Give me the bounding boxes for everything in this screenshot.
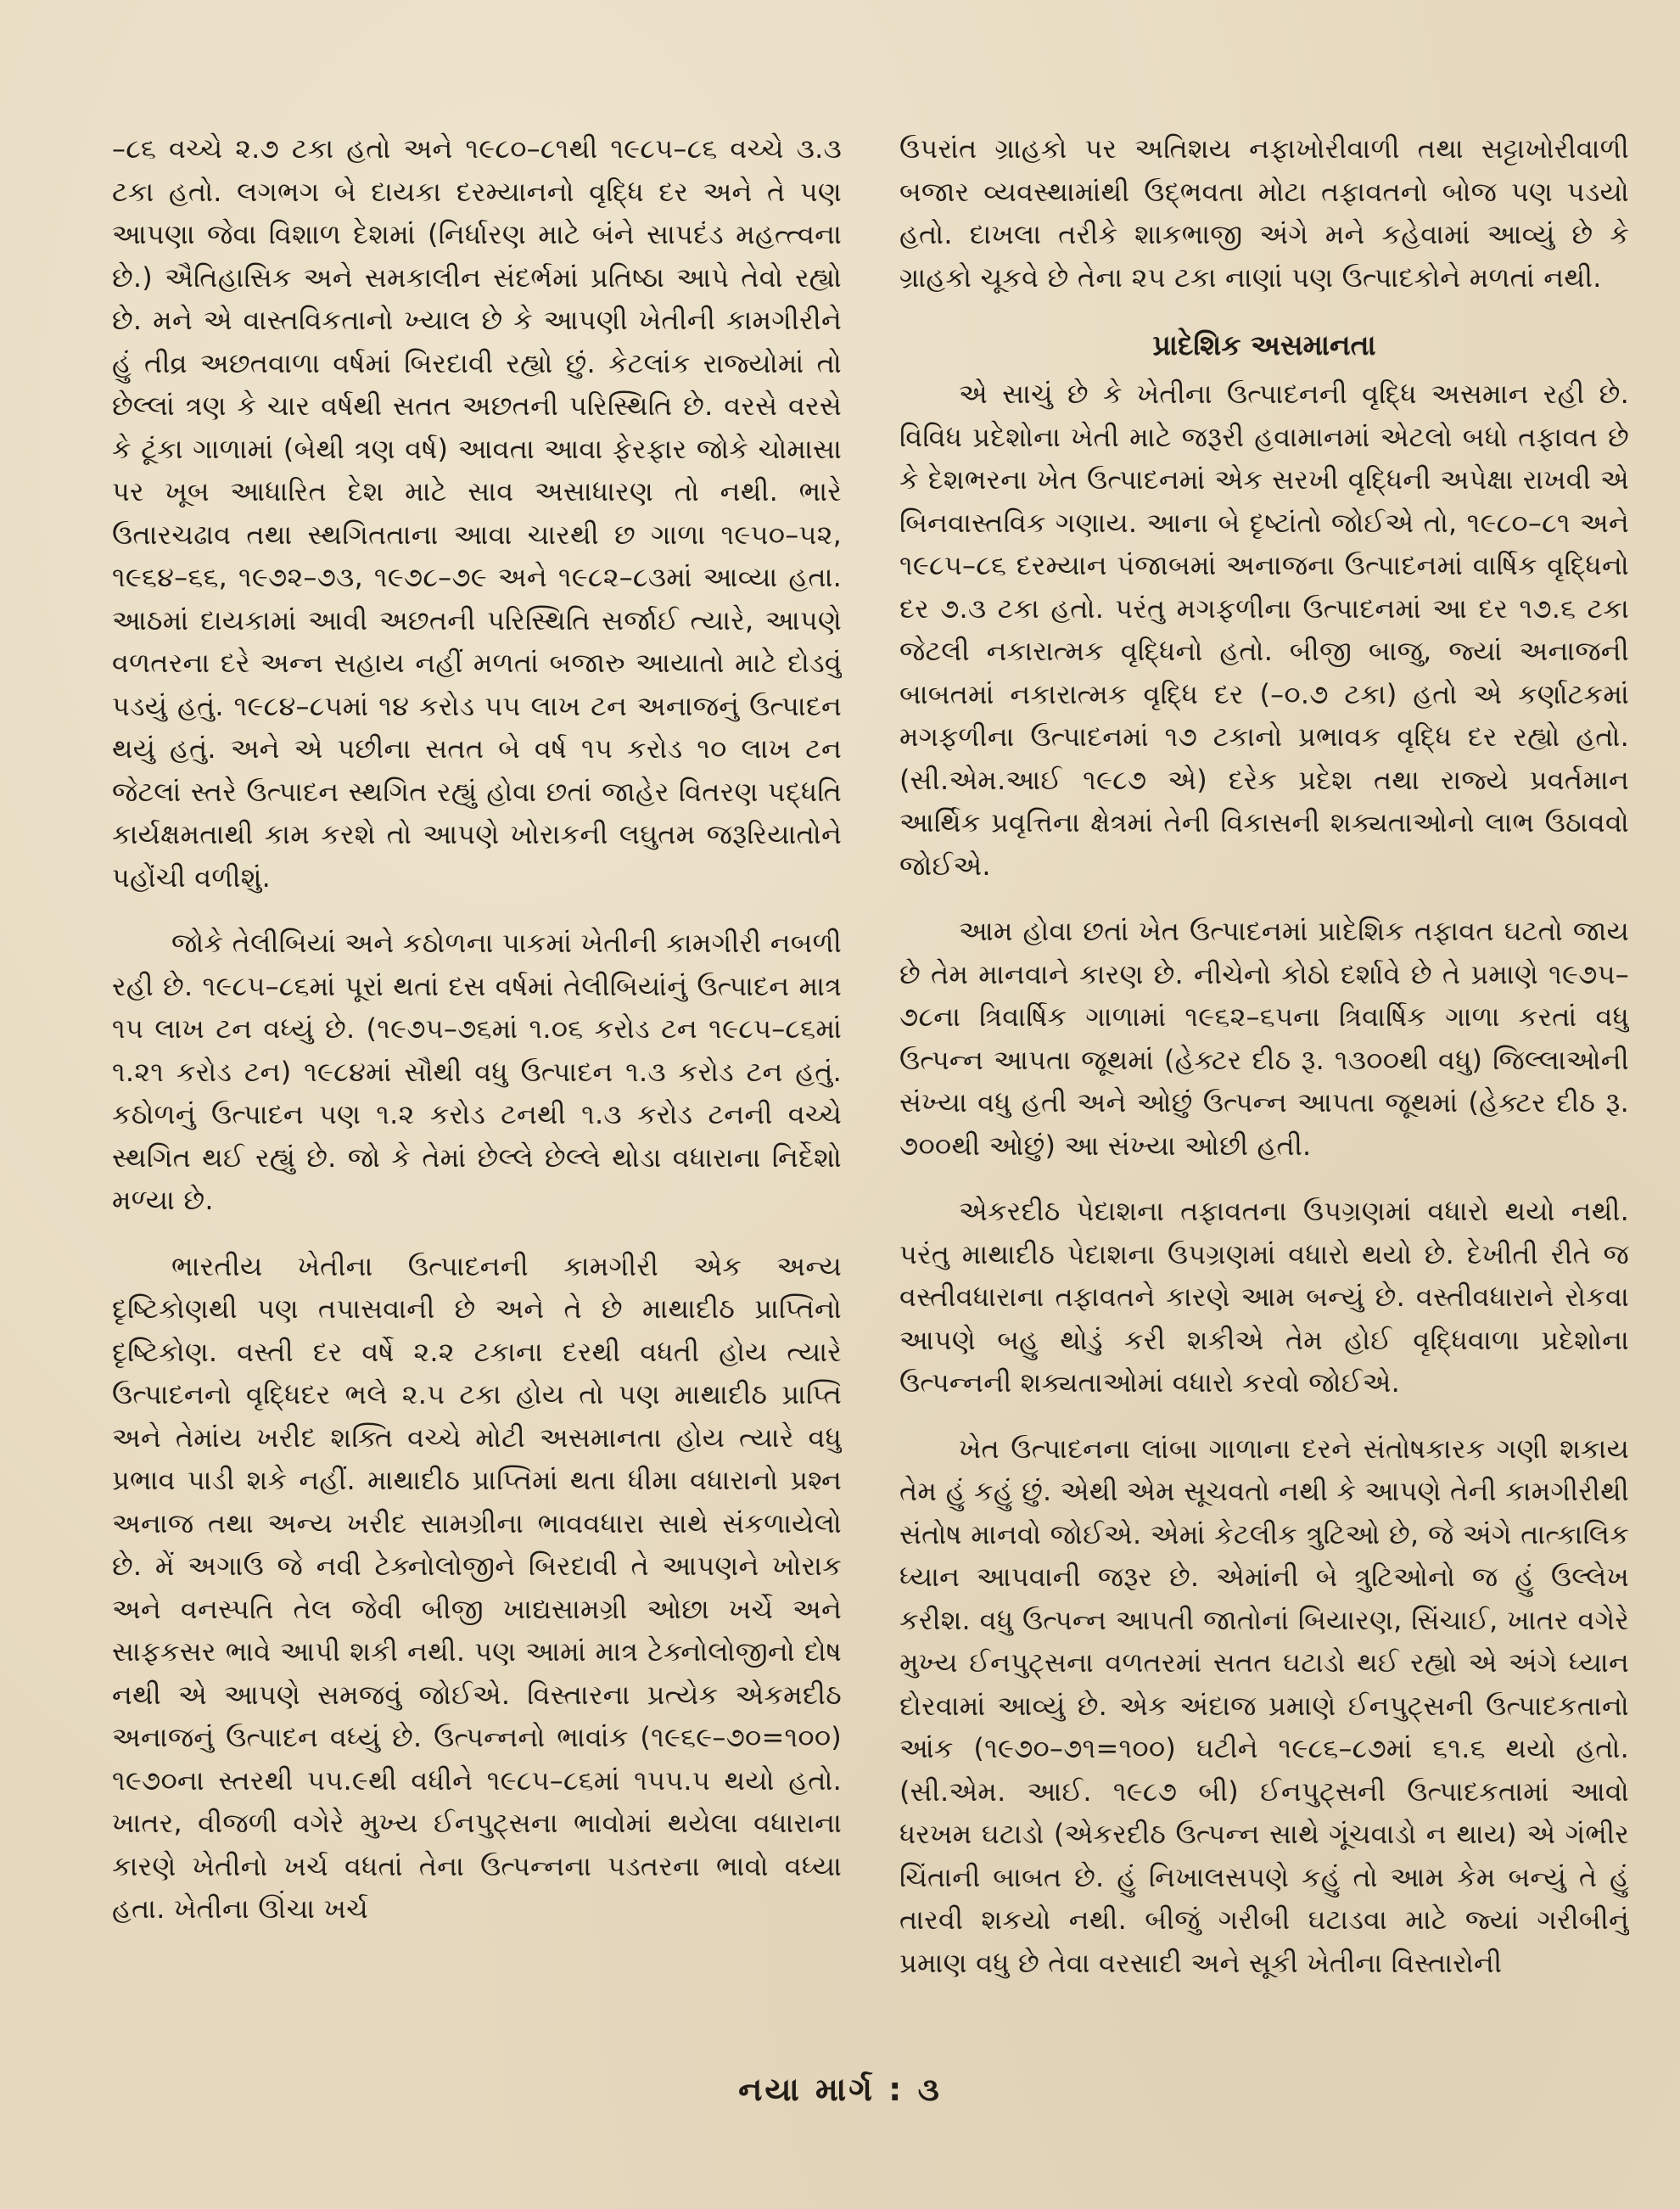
right-paragraph-4: ખેત ઉત્પાદનના લાંબા ગાળાના દરને સંતોષકારક ગણી શકાય તેમ હું કહું છું. એથી એમ સૂચવતો નથી કે આપણે તેની કામગીરીથી સંતોષ માનવો જોઈએ. એમાં કેટલીક ત્રુટિઓ છે, જે અંગે તાત્કાલિક ધ્યાન આપવાની જરૂર છે. એમાંની બે ત્રુટિઓનો જ હું ઉલ્લેખ કરીશ. વધુ ઉત્પન્ન આપતી જાતોનાં બિયારણ, સિંચાઈ, ખાતર વગેરે મુખ્ય ઈનપુટ્સના વળતરમાં સતત ઘટાડો થઈ રહ્યો એ અંગે ધ્યાન દોરવામાં આવ્યું છે. એક અંદાજ પ્રમાણે ઈનપુટ્સની ઉત્પાદકતાનો આંક (૧૯૭૦–૭૧=૧૦૦) ઘટીને ૧૯૮૬–૮૭માં ૬૧.૬ થયો હતો. (સી.એમ. આઈ. ૧૯૮૭ બી) ઈનપુટ્સની ઉત્પાદકતામાં આવો ધરખમ ઘટાડો (એકરદીઠ ઉત્પન્ન સાથે ગૂંચવાડો ન થાય) એ ગંભીર ચિંતાની બાબત છે. હું નિખાલસપણે કહું તો આમ કેમ બન્યું તે હું તારવી શકયો નથી. બીજું ગરીબી ઘટાડવા માટે જ્યાં ગરીબીનું પ્રમાણ વધુ છે તેવા વરસાદી અને સૂકી ખેતીના વિસ્તારોની [899, 1432, 1629, 1979]
section-heading-regional-inequality: પ્રાદેશિક અસમાનતા [1152, 328, 1376, 362]
right-column [899, 127, 1629, 2007]
right-intro-paragraph: ઉપરાંત ગ્રાહકો પર અતિશય નફાખોરીવાળી તથા સટ્ટાખોરીવાળી બજાર વ્યવસ્થામાંથી ઉદ્ભવતા મોટા તફાવતનો બોજ પણ પડયો હતો. દાખલા તરીકે શાકભાજી અંગે મને કહેવામાં આવ્યું છે કે ગ્રાહકો ચૂકવે છે તેના ૨૫ ટકા નાણાં પણ ઉત્પાદકોને મળતાં નથી. [899, 132, 1629, 294]
page-footer: નયા માર્ગ : ૩ [738, 2071, 942, 2108]
left-paragraph-1: –૮૬ વચ્ચે ૨.૭ ટકા હતો અને ૧૯૮૦–૮૧થી ૧૯૮૫–૮૬ વચ્ચે ૩.૩ ટકા હતો. લગભગ બે દાયકા દરમ્યાનનો વૃદ્ધિ દર અને તે પણ આપણા જેવા વિશાળ દેશમાં (નિર્ધારણ માટે બંને સાપદંડ મહત્ત્વના છે.) ઐતિહાસિક અને સમકાલીન સંદર્ભમાં પ્રતિષ્ઠા આપે તેવો રહ્યો છે. મને એ વાસ્તવિકતાનો ખ્યાલ છે કે આપણી ખેતીની કામગીરીને હું તીવ્ર અછતવાળા વર્ષમાં બિરદાવી રહ્યો છું. કેટલાંક રાજ્યોમાં તો છેલ્લાં ત્રણ કે ચાર વર્ષથી સતત અછતની પરિસ્થિતિ છે. વરસે વરસે કે ટૂંકા ગાળામાં (બેથી ત્રણ વર્ષ) આવતા આવા ફેરફાર જોકે ચોમાસા પર ખૂબ આધારિત દેશ માટે સાવ અસાધારણ તો નથી. ભારે ઉતારચઢાવ તથા સ્થગિતતાના આવા ચારથી છ ગાળા ૧૯૫૦–૫૨, ૧૯૬૪–૬૬, ૧૯૭૨–૭૩, ૧૯૭૮–૭૯ અને ૧૯૮૨–૮૩માં આવ્યા હતા. આઠમાં દાયકામાં આવી અછતની પરિસ્થિતિ સર્જાઈ ત્યારે, આપણે વળતરના દરે અન્ન સહાય નહીં મળતાં બજારુ આયાતો માટે દોડવું પડયું હતું. ૧૯૮૪–૮૫માં ૧૪ કરોડ ૫૫ લાખ ટન અનાજનું ઉત્પાદન થયું હતું. અને એ પછીના સતત બે વર્ષ ૧૫ કરોડ ૧૦ લાખ ટન જેટલાં સ્તરે ઉત્પાદન સ્થગિત રહ્યું હોવા છતાં જાહેર વિતરણ પદ્ધતિ કાર્યક્ષમતાથી કામ કરશે તો આપણે ખોરાકની લઘુતમ જરૂરિયાતોને પહોંચી વળીશું. [112, 132, 842, 894]
right-paragraph-1: એ સાચું છે કે ખેતીના ઉત્પાદનની વૃદ્ધિ અસમાન રહી છે. વિવિધ પ્રદેશોના ખેતી માટે જરૂરી હવામાનમાં એટલો બધો તફાવત છે કે દેશભરના ખેત ઉત્પાદનમાં એક સરખી વૃદ્ધિની અપેક્ષા રાખવી એ બિનવાસ્તવિક ગણાય. આના બે દૃષ્ટાંતો જોઈએ તો, ૧૯૮૦–૮૧ અને ૧૯૮૫–૮૬ દરમ્યાન પંજાબમાં અનાજના ઉત્પાદનમાં વાર્ષિક વૃદ્ધિનો દર ૭.૩ ટકા હતો. પરંતુ મગફળીના ઉત્પાદનમાં આ દર ૧૭.૬ ટકા જેટલી નકારાત્મક વૃદ્ધિનો હતો. બીજી બાજુ, જ્યાં અનાજની બાબતમાં નકારાત્મક વૃદ્ધિ દર (–૦.૭ ટકા) હતો એ કર્ણાટકમાં મગફળીના ઉત્પાદનમાં ૧૭ ટકાનો પ્રભાવક વૃદ્ધિ દર રહ્યો હતો. (સી.એમ.આઈ ૧૯૮૭ એ) દરેક પ્રદેશ તથા રાજ્યે પ્રવર્તમાન આર્થિક પ્રવૃત્તિના ક્ષેત્રમાં તેની વિકાસની શક્યતાઓનો લાભ ઉઠાવવો જોઈએ. [899, 378, 1629, 882]
left-column [112, 127, 842, 1954]
left-paragraph-2: જોકે તેલીબિયાં અને કઠોળના પાકમાં ખેતીની કામગીરી નબળી રહી છે. ૧૯૮૫–૮૬માં પૂરાં થતાં દસ વર્ષમાં તેલીબિયાંનું ઉત્પાદન માત્ર ૧૫ લાખ ટન વધ્યું છે. (૧૯૭૫–૭૬માં ૧.૦૬ કરોડ ટન ૧૯૮૫–૮૬માં ૧.૨૧ કરોડ ટન) ૧૯૮૪માં સૌથી વધુ ઉત્પાદન ૧.૩ કરોડ ટન હતું. કઠોળનું ઉત્પાદન પણ ૧.૨ કરોડ ટનથી ૧.૩ કરોડ ટનની વચ્ચે સ્થગિત થઈ રહ્યું છે. જો કે તેમાં છેલ્લે છેલ્લે થોડા વધારાના નિર્દેશો મળ્યા છે. [112, 927, 842, 1216]
left-paragraph-3: ભારતીય ખેતીના ઉત્પાદનની કામગીરી એક અન્ય દૃષ્ટિકોણથી પણ તપાસવાની છે અને તે છે માથાદીઠ પ્રાપ્તિનો દૃષ્ટિકોણ. વસ્તી દર વર્ષે ૨.૨ ટકાના દરથી વધતી હોય ત્યારે ઉત્પાદનનો વૃદ્ધિદર ભલે ૨.૫ ટકા હોય તો પણ માથાદીઠ પ્રાપ્તિ અને તેમાંય ખરીદ શક્તિ વચ્ચે મોટી અસમાનતા હોય ત્યારે વધુ પ્રભાવ પાડી શકે નહીં. માથાદીઠ પ્રાપ્તિમાં થતા ધીમા વધારાનો પ્રશ્ન અનાજ તથા અન્ય ખરીદ સામગ્રીના ભાવવધારા સાથે સંકળાયેલો છે. મેં અગાઉ જે નવી ટેક્નોલોજીને બિરદાવી તે આપણને ખોરાક અને વનસ્પતિ તેલ જેવી બીજી ખાદ્યસામગ્રી ઓછા ખર્ચે અને સાફકસર ભાવે આપી શકી નથી. પણ આમાં માત્ર ટેક્નોલોજીનો દોષ નથી એ આપણે સમજવું જોઈએ. વિસ્તારના પ્રત્યેક એકમદીઠ અનાજનું ઉત્પાદન વધ્યું છે. ઉત્પન્નનો ભાવાંક (૧૯૬૯–૭૦=૧૦૦) ૧૯૭૦ના સ્તરથી ૫૫.૯થી વધીને ૧૯૮૫–૮૬માં ૧૫૫.૫ થયો હતો. ખાતર, વીજળી વગેરે મુખ્ય ઈનપુટ્સના ભાવોમાં થયેલા વધારાના કારણે ખેતીનો ખર્ચ વધતાં તેના ઉત્પન્નના પડતરના ભાવો વધ્યા હતા. ખેતીના ઊંચા ખર્ચ [112, 1249, 842, 1925]
right-paragraph-2: આમ હોવા છતાં ખેત ઉત્પાદનમાં પ્રાદેશિક તફાવત ઘટતો જાય છે તેમ માનવાને કારણ છે. નીચેનો કોઠો દર્શાવે છે તે પ્રમાણે ૧૯૭૫–૭૮ના ત્રિવાર્ષિક ગાળામાં ૧૯૬૨–૬૫ના ત્રિવાર્ષિક ગાળા કરતાં વધુ ઉત્પન્ન આપતા જૂથમાં (હેક્ટર દીઠ રૂ. ૧૩૦૦થી વધુ) જિલ્લાઓની સંખ્યા વધુ હતી અને ઓછું ઉત્પન્ન આપતા જૂથમાં (હેક્ટર દીઠ રૂ. ૭૦૦થી ઓછું) આ સંખ્યા ઓછી હતી. [899, 915, 1629, 1162]
right-paragraph-3: એકરદીઠ પેદાશના તફાવતના ઉપગ્રણમાં વધારો થયો નથી. પરંતુ માથાદીઠ પેદાશના ઉપગ્રણમાં વધારો થયો છે. દેખીતી રીતે જ વસ્તીવધારાના તફાવતને કારણે આમ બન્યું છે. વસ્તીવધારાને રોકવા આપણે બહુ થોડું કરી શકીએ તેમ હોઈ વૃદ્ધિવાળા પ્રદેશોના ઉત્પન્નની શક્યતાઓમાં વધારો કરવો જોઈએ. [899, 1195, 1629, 1399]
